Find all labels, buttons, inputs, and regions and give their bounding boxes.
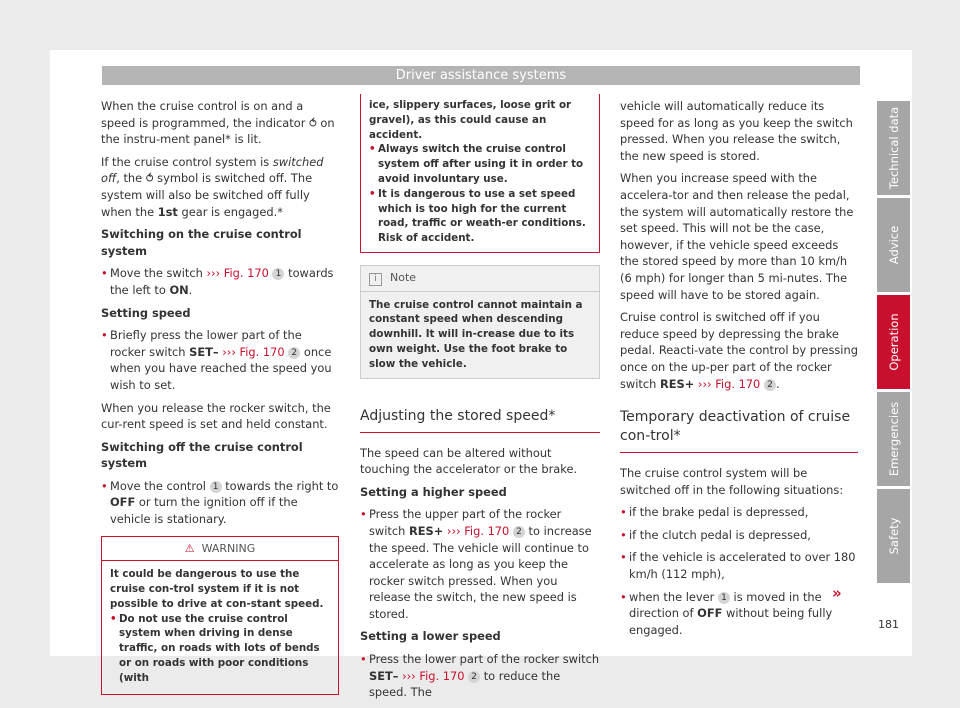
subheading-higher-speed: Setting a higher speed: [360, 484, 507, 499]
section-header: Driver assistance systems: [102, 66, 860, 85]
info-icon: i: [369, 273, 382, 286]
callout-number: 1: [718, 592, 730, 604]
list-item: • Move the control 1 towards the right to OFF or turn the ignition off if the vehicle is stationary.: [101, 478, 339, 528]
list-item: • Briefly press the lower part of the rocker switch SET– ››› Fig. 170 2 once when you have reached the speed you wish to set.: [101, 327, 339, 393]
paragraph: The speed can be altered without touching the accelerator or the brake.: [360, 445, 578, 477]
figure-link[interactable]: ››› Fig. 170: [218, 344, 285, 359]
chapter-tabs: [877, 101, 910, 586]
note-body: The cruise control cannot maintain a constant speed when descending downhill. It will in-crease due to its own weight. Use the foot brake to slow the vehicle.: [369, 298, 583, 370]
paragraph: If the cruise control system is switched off, the ⥀ symbol is switched off. The system will also be switched off fully when the 1st gear is engaged.*: [101, 154, 324, 219]
tab-safety[interactable]: Safety: [877, 489, 910, 583]
list-item: • if the clutch pedal is depressed,: [620, 527, 858, 544]
column-3: [620, 98, 858, 644]
paragraph: Cruise control is switched off if you reduce speed by depressing the brake pedal. Reacti-vate the control by pressing once on the up-per part of the rocker switch RES+ ››› Fig. 170 2 .: [620, 310, 858, 391]
cruise-control-icon: ⥀: [145, 171, 154, 186]
paragraph: The cruise control system will be switched off in the following situations:: [620, 466, 844, 497]
paragraph: When you release the rocker switch, the cur-rent speed is set and held constant.: [101, 400, 331, 432]
warning-text: It could be dangerous to use the cruise con-trol system if it is not possible to drive at con-stant speed.: [110, 568, 324, 610]
warning-body: [102, 561, 338, 691]
tab-advice[interactable]: Advice: [877, 198, 910, 292]
list-item: • Press the lower part of the rocker switch SET– ››› Fig. 170 2 to reduce the speed. The: [360, 651, 600, 701]
note-header: i Note: [361, 266, 599, 292]
warning-text: ice, slippery surfaces, loose grit or gravel), as this could cause an accident.: [369, 99, 572, 141]
subheading-setting-speed: Setting speed: [101, 305, 191, 320]
subheading-switch-off: Switching off the cruise control system: [101, 439, 303, 471]
cruise-control-icon: ⥀: [309, 115, 317, 130]
figure-link[interactable]: ››› Fig. 170: [398, 668, 465, 683]
callout-number: 2: [764, 379, 776, 391]
tab-operation[interactable]: Operation: [877, 295, 910, 389]
list-item: • if the brake pedal is depressed,: [620, 504, 858, 521]
callout-number: 2: [513, 526, 525, 538]
paragraph: When the cruise control is on and a speed is programmed, the indicator ⥀ on the instru-ment panel* is lit.: [101, 99, 335, 147]
paragraph: vehicle will automatically reduce its speed for as long as you keep the switch pressed. When you release the switch, the new speed is stored.: [620, 99, 853, 163]
warning-triangle-icon: ⚠: [184, 541, 195, 555]
callout-number: 1: [210, 481, 222, 493]
list-item: • if the vehicle is accelerated to over 180 km/h (112 mph),: [620, 549, 858, 582]
warning-list-item: • Always switch the cruise control system off after using it in order to avoid involuntary use.: [369, 142, 591, 186]
warning-box-continued: [360, 94, 600, 253]
callout-number: 2: [288, 347, 300, 359]
list-item: • when the lever 1 is moved in the direction of OFF without being fully engaged.: [620, 589, 858, 639]
list-item: • Press the upper part of the rocker switch RES+ ››› Fig. 170 2 to increase the speed. The vehicle will continue to accelerate as long as you keep the rocker switch pressed. When you release the switch, the new speed is stored.: [360, 506, 600, 622]
warning-list-item: • It is dangerous to use a set speed which is too high for the current road, traffic or weath-er conditions. Risk of accident.: [369, 187, 591, 246]
tab-technical-data[interactable]: Technical data: [877, 101, 910, 195]
section-heading: Temporary deactivation of cruise con-trol*: [620, 408, 858, 453]
subheading-lower-speed: Setting a lower speed: [360, 629, 501, 644]
paragraph: When you increase speed with the accelera-tor and then release the pedal, the system will automatically restore the set speed. This will not be the case, however, if the vehicle speed exceeds the stored speed by more than 10 km/h (6 mph) for longer than 5 mi-nutes. The speed will have to be stored again.: [620, 171, 854, 302]
figure-link[interactable]: ››› Fig. 170: [206, 266, 269, 281]
section-heading: Adjusting the stored speed*: [360, 407, 600, 433]
note-box: [360, 265, 600, 379]
figure-link[interactable]: ››› Fig. 170: [443, 523, 510, 538]
column-2: [360, 98, 600, 707]
subheading-switch-on: Switching on the cruise control system: [101, 227, 302, 258]
figure-link[interactable]: ››› Fig. 170: [694, 376, 761, 391]
warning-box: [101, 536, 339, 692]
warning-box-bottom: [101, 692, 339, 695]
column-1: [101, 98, 339, 695]
list-item: • Move the switch ››› Fig. 170 1 towards the left to ON.: [101, 265, 339, 298]
continue-arrow-icon: »: [832, 584, 842, 602]
warning-header: ⚠ WARNING: [102, 537, 338, 562]
callout-number: 2: [468, 671, 480, 683]
page-number: 181: [878, 618, 899, 631]
tab-emergencies[interactable]: Emergencies: [877, 392, 910, 486]
warning-list-item: • Do not use the cruise control system when driving in dense traffic, on roads with lots of bends or on roads with poor conditions (with: [110, 612, 330, 686]
callout-number: 1: [272, 268, 284, 280]
